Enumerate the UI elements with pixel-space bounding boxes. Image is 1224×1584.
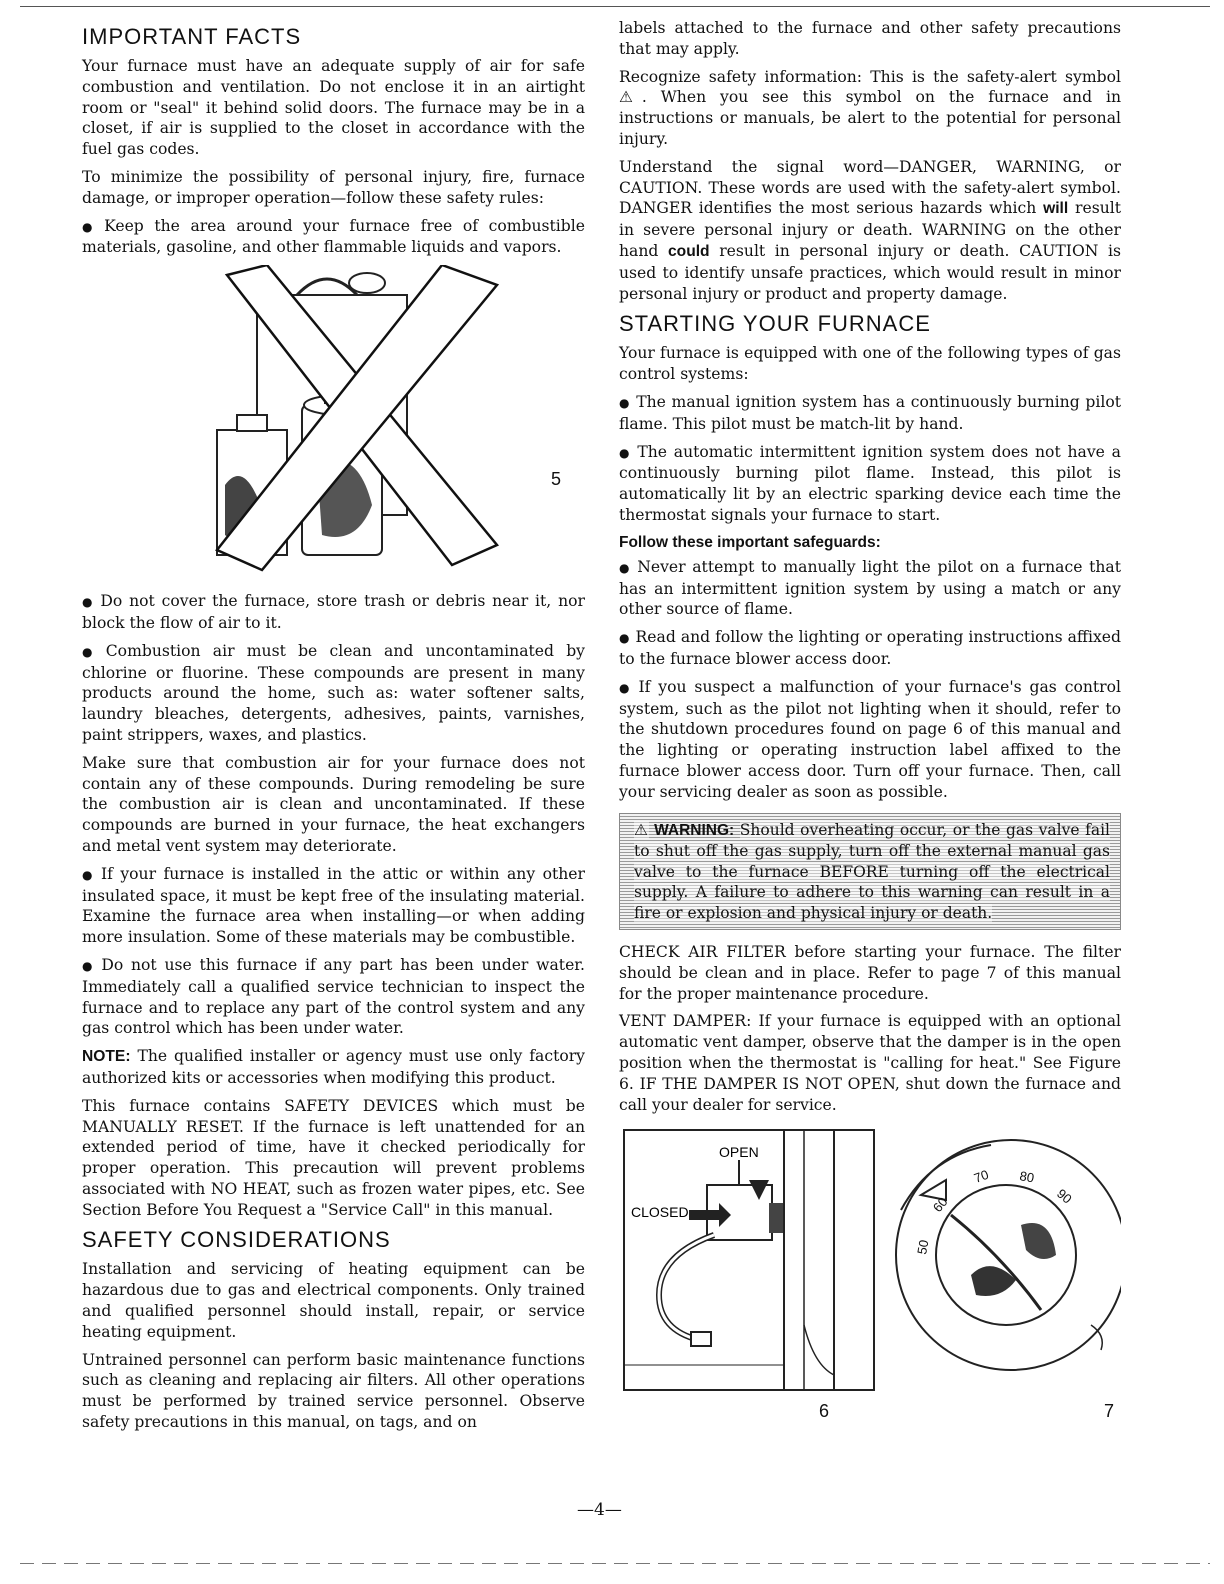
heading-important-facts: IMPORTANT FACTS [82, 24, 302, 49]
para-safety-devices: This furnace contains SAFETY DEVICES which must be MANUALLY RESET. If the furnace is left unattended for an extended period of time, have it checked periodically for proper operation. This precaution will prevent problems associated with NO HEAT, such as frozen water pipes, etc. See Section Before You Request a "Service Call" in this manual. [82, 1096, 585, 1219]
bottom-rule [20, 1563, 1210, 1564]
crossed-out-cans-illustration [207, 265, 507, 575]
bullet-icon: ● [619, 680, 633, 695]
warning-icon: ⚠ [634, 820, 649, 839]
bullet-combustibles: ● Keep the area around your furnace free of combustible materials, gasoline, and other flammable liquids and vapors. [82, 216, 585, 257]
bullet-icon: ● [619, 560, 632, 575]
bullet-read-follow: ● Read and follow the lighting or operating instructions affixed to the furnace blower access door. [619, 628, 1122, 668]
warning-text: Should overheating occur, or the gas valve fail to shut off the gas supply, turn off the external manual gas valve to the furnace BEFORE turning off the electrical supply. A failure to adhere to this warning can result in a fire or explosion and physical injury or death. [634, 820, 1111, 922]
dial-tick-80: 80 [1018, 1168, 1036, 1186]
open-label: OPEN [719, 1144, 759, 1161]
bullet-icon: ● [619, 631, 630, 646]
para-note: NOTE: The qualified installer or agency must use only factory authorized kits or accessories when modifying this product. [82, 1047, 585, 1087]
para-compounds: Make sure that combustion air for your furnace does not contain any of these compounds. During remodeling be sure the combustion air is clean and uncontaminated. If these compounds are burned in your furnace, the heat exchangers and metal vent system may deteriorate. [82, 753, 585, 855]
left-column [82, 18, 585, 1440]
bullet-icon: ● [82, 644, 100, 659]
figure-6-number: 6 [819, 1401, 830, 1422]
heading-starting-furnace: STARTING YOUR FURNACE [619, 311, 931, 337]
para-gas-control-types: Your furnace is equipped with one of the following types of gas control systems: [619, 344, 1121, 384]
dial-tick-90: 90 [1054, 1186, 1075, 1207]
para-check-air-filter: CHECK AIR FILTER before starting your furnace. The filter should be clean and in place. Refer to page 7 of this manual for the proper maintenance procedure. [619, 943, 1121, 1003]
bullet-icon: ● [82, 595, 95, 610]
figure-5-number: 5 [551, 469, 562, 490]
bullet-manual-ignition: ● The manual ignition system has a continuously burning pilot flame. This pilot must be match-lit by hand. [619, 392, 1121, 433]
figure-7-thermostat-dial-illustration [891, 1125, 1121, 1395]
para-installation: Installation and servicing of heating equipment can be hazardous due to gas and electrical components. Only trained and qualified personnel should install, repair, or service heating equipment. [82, 1260, 585, 1341]
dial-tick-60: 60 [929, 1194, 951, 1216]
para-signal-word: Understand the signal word—DANGER, WARNING, or CAUTION. These words are used with the safety-alert symbol. DANGER identifies the most serious hazards which will result in severe personal injury or death. WARNING on the other hand could result in personal injury or death. CAUTION is used to identify unsafe practices, which would result in minor personal injury or product and property damage. [619, 157, 1121, 303]
bullet-never-light: ● Never attempt to manually light the pilot on a furnace that has an intermittent ignition system by using a match or any other source of flame. [619, 557, 1121, 619]
bullet-icon: ● [82, 867, 95, 882]
bullet-combustion-air: ● Combustion air must be clean and uncontaminated by chlorine or fluorine. These compounds are present in many products around the home, such as: water softener salts, laundry bleaches, detergents, adhesives, paints, varnishes, paint strippers, waxes, and plastics. [82, 641, 585, 744]
para-safety-alert: Recognize safety information: This is the safety-alert symbol ⚠. When you see this symbol on the furnace and in instructions or manuals, be alert to the potential for personal injury. [619, 67, 1121, 148]
para-vent-damper: VENT DAMPER: If your furnace is equipped with an optional automatic vent damper, observe that the damper is in the open position when the thermostat is "calling for heat." See Figure 6. IF THE DAMPER IS NOT OPEN, shut down the furnace and call your dealer for service. [619, 1012, 1121, 1114]
dial-tick-70: 70 [971, 1167, 991, 1187]
bullet-automatic-ignition: ● The automatic intermittent ignition system does not have a continuously burning pilot flame. Instead, this pilot is automatically lit by an electric sparking device each time the thermostat signals your furnace to start. [619, 442, 1121, 524]
bullet-icon: ● [619, 445, 632, 460]
bullet-water: ● Do not use this furnace if any part has been under water. Immediately call a qualified service technician to inspect the furnace and to replace any part of the control system and any gas control which has been under water. [82, 955, 585, 1038]
safety-alert-icon: ⚠ [619, 88, 642, 107]
figure-5-no-flammables [82, 265, 585, 583]
bullet-do-not-cover: ● Do not cover the furnace, store trash or debris near it, nor block the flow of air to it. [82, 592, 585, 632]
bullet-icon: ● [619, 395, 631, 410]
figure-7-number: 7 [1104, 1401, 1115, 1422]
warning-label: WARNING: [654, 821, 735, 839]
dial-tick-50: 50 [914, 1239, 932, 1256]
bullet-attic: ● If your furnace is installed in the attic or within any other insulated space, it must be kept free of the insulating material. Examine the furnace area when installing—or when adding more insulation. Some of these materials may be combustible. [82, 864, 585, 947]
figure-6-vent-damper-illustration [619, 1125, 879, 1395]
para-safety-rules-intro: To minimize the possibility of personal injury, fire, furnace damage, or improper operation—follow these safety rules: [82, 167, 585, 207]
right-column [619, 18, 1121, 1425]
heading-safety-considerations: SAFETY CONSIDERATIONS [82, 1227, 391, 1253]
page-number: —4— [577, 1500, 622, 1520]
closed-label: CLOSED [631, 1204, 689, 1221]
warning-box [619, 813, 1121, 931]
para-labels: labels attached to the furnace and other safety precautions that may apply. [619, 19, 1121, 58]
para-air-supply: Your furnace must have an adequate supply of air for safe combustion and ventilation. Do not enclose it in an airtight room or "seal" it behind solid doors. The furnace may be in a closet, if air is supplied to the closet in accordance with the fuel gas codes. [82, 57, 585, 159]
bullet-icon: ● [82, 958, 96, 973]
heading-safeguards: Follow these important safeguards: [619, 533, 881, 551]
figures-6-7 [619, 1125, 1121, 1425]
top-rule [20, 6, 1210, 7]
para-untrained: Untrained personnel can perform basic maintenance functions such as cleaning and replacing air filters. All other operations must be performed by trained service personnel. Observe safety precautions in this manual, on tags, and on [82, 1350, 585, 1432]
bullet-icon: ● [82, 219, 99, 234]
note-label: NOTE: [82, 1048, 131, 1066]
bullet-malfunction: ● If you suspect a malfunction of your furnace's gas control system, such as the pilot not lighting when it should, refer to the shutdown procedures found on page 6 of this manual and the lighting or operating instruction label affixed to the furnace blower access door. Turn off your furnace. Then, call your servicing dealer as soon as possible. [619, 677, 1121, 801]
